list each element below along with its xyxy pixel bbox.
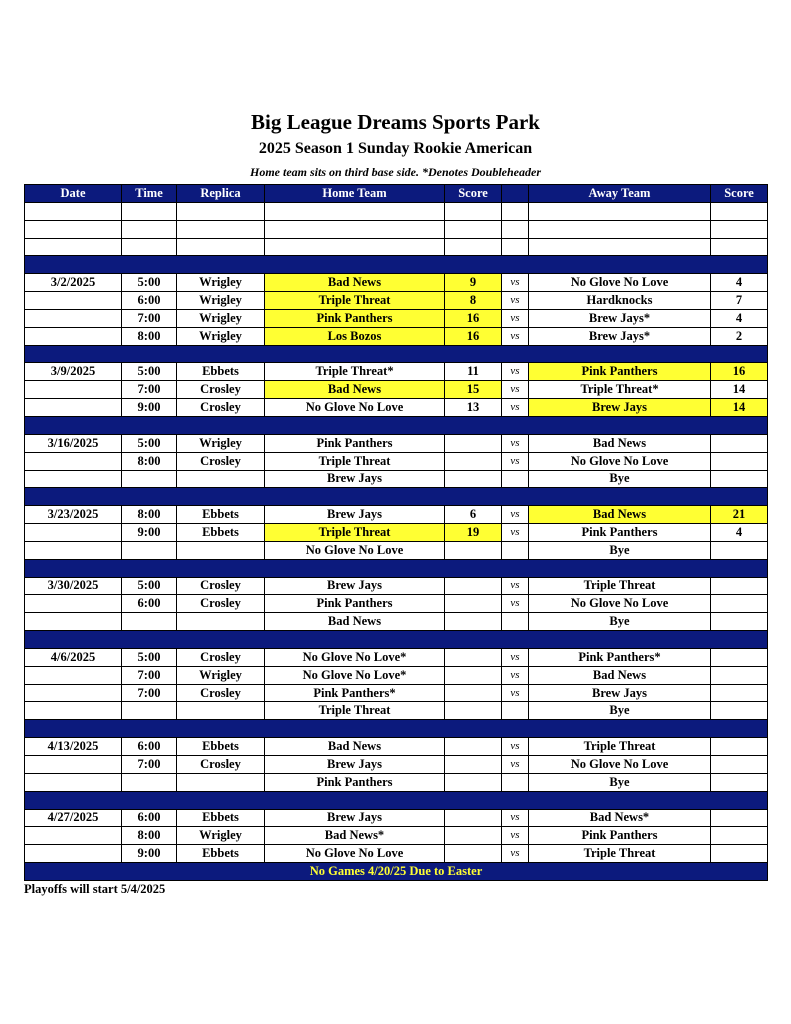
vs-cell: vs [502,577,529,595]
table-row [25,274,768,292]
replica-cell: Crosley [177,684,265,702]
away-team-cell: Triple Threat [529,738,711,756]
home-score-cell [445,595,502,613]
vs-cell: vs [502,381,529,399]
home-score-cell [445,238,502,256]
table-row [25,702,768,720]
away-team-cell: Bye [529,702,711,720]
away-score-cell [711,666,768,684]
vs-cell: vs [502,327,529,345]
home-team-cell: Brew Jays [265,809,445,827]
schedule-body [25,202,768,880]
time-cell: 7:00 [122,756,177,774]
home-score-cell: 13 [445,399,502,417]
date-cell [25,827,122,845]
vs-cell: vs [502,363,529,381]
away-team-cell: Bye [529,613,711,631]
table-row [25,524,768,542]
replica-cell: Ebbets [177,738,265,756]
date-cell: 3/2/2025 [25,274,122,292]
away-score-cell: 4 [711,524,768,542]
page-note: Home team sits on third base side. *Denotes Doubleheader [250,165,541,179]
home-team-cell: Brew Jays [265,756,445,774]
table-row [25,845,768,863]
away-score-cell: 4 [711,274,768,292]
week-separator-row [25,720,768,738]
away-team-cell: Pink Panthers [529,363,711,381]
date-cell [25,309,122,327]
table-row [25,595,768,613]
time-cell: 5:00 [122,434,177,452]
replica-cell [177,773,265,791]
home-team-cell [265,202,445,220]
home-score-cell: 16 [445,327,502,345]
table-header-row [25,185,768,203]
time-cell: 8:00 [122,327,177,345]
time-cell: 7:00 [122,684,177,702]
away-team-cell: Pink Panthers* [529,648,711,666]
home-team-cell: No Glove No Love* [265,666,445,684]
date-cell [25,756,122,774]
away-score-cell [711,541,768,559]
page-title: Big League Dreams Sports Park [251,110,540,134]
table-row [25,827,768,845]
column-header-vs [502,185,529,203]
date-cell: 3/16/2025 [25,434,122,452]
home-score-cell [445,738,502,756]
column-header-replica: Replica [177,185,265,203]
home-team-cell: Triple Threat [265,452,445,470]
page-subtitle: 2025 Season 1 Sunday Rookie American [258,140,533,157]
date-cell [25,202,122,220]
vs-cell [502,220,529,238]
week-separator-row [25,345,768,363]
time-cell: 6:00 [122,738,177,756]
table-row [25,452,768,470]
table-row [25,577,768,595]
vs-cell: vs [502,309,529,327]
date-cell [25,702,122,720]
time-cell: 8:00 [122,827,177,845]
separator-cell [25,559,768,577]
home-team-cell: Triple Threat [265,524,445,542]
home-score-cell: 8 [445,292,502,310]
date-cell [25,470,122,488]
vs-cell [502,470,529,488]
away-score-cell [711,845,768,863]
home-score-cell [445,434,502,452]
away-team-cell: Bad News [529,666,711,684]
replica-cell: Crosley [177,595,265,613]
date-cell [25,666,122,684]
home-team-cell: Bad News [265,381,445,399]
home-score-cell [445,684,502,702]
replica-cell: Crosley [177,648,265,666]
vs-cell [502,541,529,559]
home-score-cell [445,541,502,559]
home-score-cell: 16 [445,309,502,327]
week-separator-row [25,559,768,577]
date-cell [25,845,122,863]
home-score-cell [445,452,502,470]
away-team-cell: No Glove No Love [529,274,711,292]
table-row [25,809,768,827]
replica-cell: Wrigley [177,309,265,327]
time-cell: 5:00 [122,274,177,292]
time-cell [122,470,177,488]
home-score-cell [445,648,502,666]
home-team-cell: No Glove No Love* [265,648,445,666]
date-cell: 3/30/2025 [25,577,122,595]
replica-cell: Ebbets [177,363,265,381]
replica-cell: Crosley [177,381,265,399]
vs-cell: vs [502,809,529,827]
vs-cell: vs [502,292,529,310]
date-cell [25,452,122,470]
away-score-cell [711,613,768,631]
time-cell [122,220,177,238]
away-score-cell [711,470,768,488]
column-header-time: Time [122,185,177,203]
date-cell [25,381,122,399]
away-team-cell [529,220,711,238]
time-cell: 5:00 [122,648,177,666]
home-score-cell [445,773,502,791]
time-cell [122,773,177,791]
vs-cell [502,773,529,791]
time-cell: 9:00 [122,399,177,417]
away-team-cell: Pink Panthers [529,827,711,845]
away-team-cell: Brew Jays* [529,327,711,345]
date-cell: 3/9/2025 [25,363,122,381]
replica-cell [177,470,265,488]
vs-cell: vs [502,684,529,702]
separator-cell [25,488,768,506]
vs-cell: vs [502,399,529,417]
away-team-cell: Triple Threat* [529,381,711,399]
week-separator-row [25,256,768,274]
time-cell [122,238,177,256]
time-cell: 7:00 [122,381,177,399]
home-score-cell [445,666,502,684]
away-score-cell [711,648,768,666]
home-team-cell: No Glove No Love [265,541,445,559]
home-team-cell [265,220,445,238]
table-row [25,381,768,399]
replica-cell: Wrigley [177,292,265,310]
away-team-cell: Triple Threat [529,577,711,595]
away-score-cell: 2 [711,327,768,345]
home-team-cell: Los Bozos [265,327,445,345]
replica-cell [177,613,265,631]
away-score-cell [711,756,768,774]
home-score-cell [445,809,502,827]
date-cell: 4/6/2025 [25,648,122,666]
away-team-cell: Bad News [529,506,711,524]
home-team-cell: Bad News [265,738,445,756]
replica-cell: Crosley [177,452,265,470]
home-score-cell: 9 [445,274,502,292]
table-row [25,434,768,452]
home-team-cell: Pink Panthers* [265,684,445,702]
easter-note-row [25,863,768,881]
away-team-cell: Brew Jays [529,684,711,702]
vs-cell [502,202,529,220]
away-score-cell: 7 [711,292,768,310]
home-score-cell: 15 [445,381,502,399]
table-row [25,756,768,774]
vs-cell: vs [502,738,529,756]
easter-note: No Games 4/20/25 Due to Easter [25,863,768,881]
home-team-cell: Pink Panthers [265,773,445,791]
replica-cell: Wrigley [177,666,265,684]
away-score-cell [711,773,768,791]
away-score-cell [711,434,768,452]
home-score-cell [445,577,502,595]
home-team-cell: No Glove No Love [265,399,445,417]
replica-cell: Crosley [177,399,265,417]
week-separator-row [25,631,768,649]
away-team-cell: Triple Threat [529,845,711,863]
table-row [25,292,768,310]
time-cell [122,202,177,220]
home-score-cell [445,756,502,774]
home-team-cell: Brew Jays [265,577,445,595]
home-team-cell: Brew Jays [265,470,445,488]
away-score-cell [711,577,768,595]
away-score-cell [711,202,768,220]
date-cell [25,524,122,542]
home-team-cell: Triple Threat [265,702,445,720]
home-team-cell: Brew Jays [265,506,445,524]
away-team-cell: No Glove No Love [529,452,711,470]
column-header-date: Date [25,185,122,203]
date-cell [25,773,122,791]
home-score-cell [445,702,502,720]
home-team-cell: Bad News [265,274,445,292]
replica-cell: Crosley [177,756,265,774]
home-team-cell: Triple Threat* [265,363,445,381]
week-separator-row [25,416,768,434]
away-score-cell [711,595,768,613]
table-row [25,666,768,684]
home-score-cell [445,845,502,863]
time-cell: 9:00 [122,845,177,863]
time-cell [122,613,177,631]
table-row [25,470,768,488]
replica-cell: Crosley [177,577,265,595]
away-team-cell [529,238,711,256]
home-team-cell: No Glove No Love [265,845,445,863]
replica-cell: Ebbets [177,524,265,542]
home-score-cell: 6 [445,506,502,524]
time-cell: 9:00 [122,524,177,542]
vs-cell: vs [502,274,529,292]
away-team-cell: Bad News* [529,809,711,827]
time-cell: 5:00 [122,363,177,381]
away-team-cell: Pink Panthers [529,524,711,542]
away-team-cell: Brew Jays [529,399,711,417]
vs-cell: vs [502,648,529,666]
date-cell [25,220,122,238]
away-score-cell: 4 [711,309,768,327]
date-cell: 4/13/2025 [25,738,122,756]
time-cell: 8:00 [122,506,177,524]
home-team-cell: Bad News* [265,827,445,845]
home-team-cell: Pink Panthers [265,434,445,452]
table-row [25,309,768,327]
playoffs-note: Playoffs will start 5/4/2025 [24,882,166,896]
table-row [25,613,768,631]
time-cell: 8:00 [122,452,177,470]
time-cell [122,541,177,559]
vs-cell: vs [502,434,529,452]
home-team-cell: Pink Panthers [265,309,445,327]
replica-cell: Wrigley [177,827,265,845]
date-cell: 4/27/2025 [25,809,122,827]
away-score-cell: 21 [711,506,768,524]
table-row [25,327,768,345]
separator-cell [25,256,768,274]
away-team-cell: No Glove No Love [529,595,711,613]
replica-cell: Ebbets [177,845,265,863]
separator-cell [25,416,768,434]
away-score-cell [711,684,768,702]
date-cell [25,292,122,310]
separator-cell [25,720,768,738]
table-row [25,738,768,756]
home-score-cell [445,827,502,845]
vs-cell [502,238,529,256]
vs-cell: vs [502,524,529,542]
column-header-home-team: Home Team [265,185,445,203]
away-score-cell [711,809,768,827]
time-cell: 7:00 [122,309,177,327]
table-row [25,541,768,559]
date-cell [25,238,122,256]
column-header-away-score: Score [711,185,768,203]
away-score-cell: 14 [711,381,768,399]
time-cell: 7:00 [122,666,177,684]
vs-cell [502,613,529,631]
time-cell: 6:00 [122,809,177,827]
away-team-cell: Bad News [529,434,711,452]
date-cell [25,595,122,613]
vs-cell: vs [502,666,529,684]
blank-row [25,202,768,220]
away-team-cell: Brew Jays* [529,309,711,327]
vs-cell: vs [502,756,529,774]
vs-cell: vs [502,452,529,470]
away-team-cell: Bye [529,470,711,488]
away-team-cell: Hardknocks [529,292,711,310]
vs-cell: vs [502,827,529,845]
table-row [25,684,768,702]
vs-cell: vs [502,845,529,863]
blank-row [25,238,768,256]
date-cell [25,541,122,559]
date-cell [25,613,122,631]
date-cell: 3/23/2025 [25,506,122,524]
table-row [25,773,768,791]
replica-cell [177,238,265,256]
away-team-cell [529,202,711,220]
date-cell [25,684,122,702]
vs-cell: vs [502,595,529,613]
replica-cell: Wrigley [177,327,265,345]
home-team-cell: Pink Panthers [265,595,445,613]
column-header-home-score: Score [445,185,502,203]
replica-cell: Wrigley [177,274,265,292]
separator-cell [25,791,768,809]
time-cell: 5:00 [122,577,177,595]
column-header-away-team: Away Team [529,185,711,203]
week-separator-row [25,488,768,506]
time-cell: 6:00 [122,292,177,310]
table-row [25,399,768,417]
away-score-cell [711,238,768,256]
table-row [25,648,768,666]
separator-cell [25,631,768,649]
home-score-cell: 19 [445,524,502,542]
time-cell [122,702,177,720]
separator-cell [25,345,768,363]
away-score-cell: 16 [711,363,768,381]
home-team-cell: Triple Threat [265,292,445,310]
blank-row [25,220,768,238]
home-score-cell [445,613,502,631]
replica-cell: Ebbets [177,809,265,827]
schedule-table [24,184,768,881]
away-score-cell [711,220,768,238]
home-score-cell [445,220,502,238]
away-score-cell [711,702,768,720]
replica-cell [177,541,265,559]
home-score-cell [445,470,502,488]
table-row [25,363,768,381]
home-team-cell [265,238,445,256]
away-team-cell: Bye [529,541,711,559]
home-score-cell: 11 [445,363,502,381]
replica-cell: Ebbets [177,506,265,524]
date-cell [25,327,122,345]
vs-cell [502,702,529,720]
away-score-cell [711,452,768,470]
replica-cell [177,220,265,238]
away-score-cell [711,738,768,756]
replica-cell [177,702,265,720]
replica-cell: Wrigley [177,434,265,452]
table-row [25,506,768,524]
time-cell: 6:00 [122,595,177,613]
away-team-cell: Bye [529,773,711,791]
home-score-cell [445,202,502,220]
away-score-cell: 14 [711,399,768,417]
replica-cell [177,202,265,220]
home-team-cell: Bad News [265,613,445,631]
away-team-cell: No Glove No Love [529,756,711,774]
vs-cell: vs [502,506,529,524]
week-separator-row [25,791,768,809]
date-cell [25,399,122,417]
away-score-cell [711,827,768,845]
